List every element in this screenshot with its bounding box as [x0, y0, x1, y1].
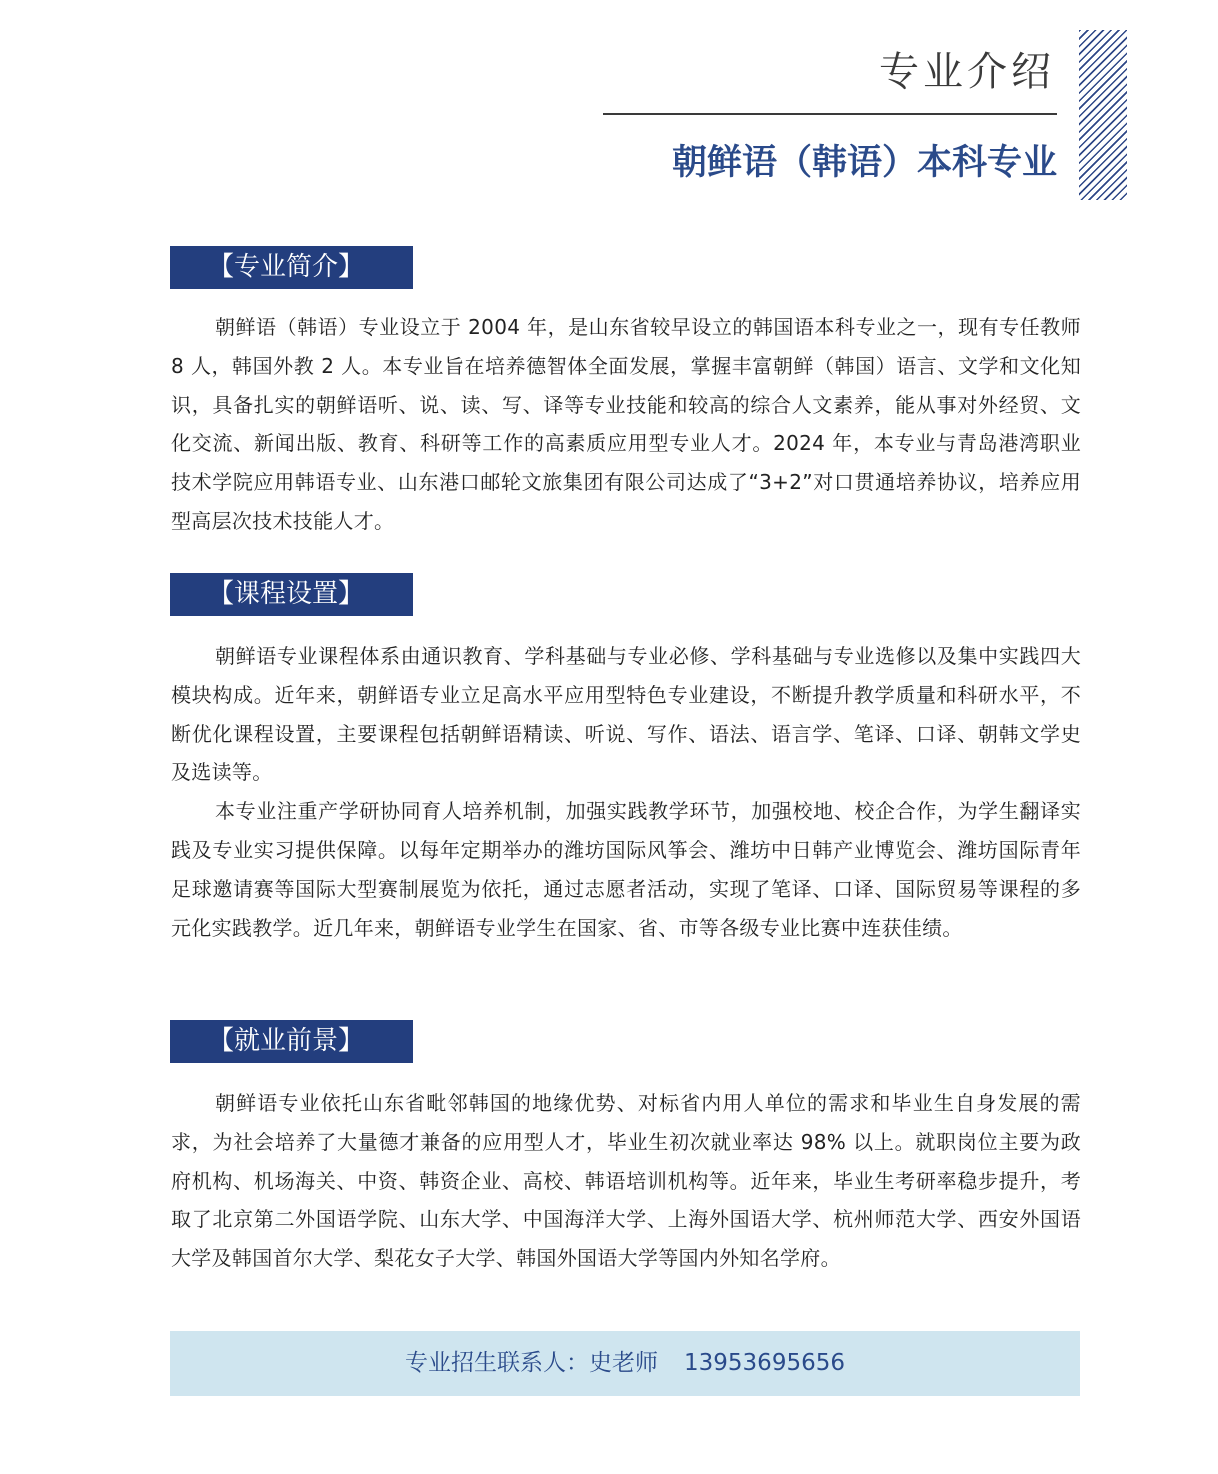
decorative-hatch-pattern — [1079, 30, 1127, 200]
paragraph: 本专业注重产学研协同育人培养机制，加强实践教学环节，加强校地、校企合作，为学生翻译实践及专业实习提供保障。以每年定期举办的潍坊国际风筝会、潍坊中日韩产业博览会、潍坊国际青年足球邀请赛等国际大型赛制展览为依托，通过志愿者活动，实现了笔译、口译、国际贸易等课程的多元化实践教学。近几年来，朝鲜语专业学生在国家、省、市等各级专业比赛中连获佳绩。 — [171, 799, 1081, 940]
section-body-employment — [171, 1084, 1081, 1278]
section-heading-curriculum: 【课程设置】 — [170, 573, 413, 616]
paragraph: 朝鲜语专业课程体系由通识教育、学科基础与专业必修、学科基础与专业选修以及集中实践四大模块构成。近年来，朝鲜语专业立足高水平应用型特色专业建设，不断提升教学质量和科研水平，不断优化课程设置，主要课程包括朝鲜语精读、听说、写作、语法、语言学、笔译、口译、朝韩文学史及选读等。 — [171, 644, 1081, 785]
page-subtitle: 朝鲜语（韩语）本科专业 — [671, 143, 1057, 183]
paragraph: 朝鲜语（韩语）专业设立于 2004 年，是山东省较早设立的韩国语本科专业之一，现有专任教师 8 人，韩国外教 2 人。本专业旨在培养德智体全面发展，掌握丰富朝鲜（韩国）语言、文学和文化知识，具备扎实的朝鲜语听、说、读、写、译等专业技能和较高的综合人文素养，能从事对外经贸、文化交流、新闻出版、教育、科研等工作的高素质应用型专业人才。2024 年，本专业与青岛港湾职业技术学院应用韩语专业、山东港口邮轮文旅集团有限公司达成了“3+2”对口贯通培养协议，培养应用型高层次技术技能人才。 — [171, 315, 1081, 533]
page-title: 专业介绍 — [879, 49, 1055, 95]
section-body-curriculum — [171, 637, 1081, 947]
title-divider — [603, 113, 1057, 115]
contact-bar — [170, 1331, 1080, 1396]
section-heading-employment: 【就业前景】 — [170, 1020, 413, 1063]
paragraph: 朝鲜语专业依托山东省毗邻韩国的地缘优势、对标省内用人单位的需求和毕业生自身发展的需求，为社会培养了大量德才兼备的应用型人才，毕业生初次就业率达 98% 以上。就职岗位主要为政府机构、机场海关、中资、韩资企业、高校、韩语培训机构等。近年来，毕业生考研率稳步提升，考取了北京第二外国语学院、山东大学、中国海洋大学、上海外国语大学、杭州师范大学、西安外国语大学及韩国首尔大学、梨花女子大学、韩国外国语大学等国内外知名学府。 — [171, 1091, 1081, 1271]
contact-label: 专业招生联系人：史老师 — [405, 1350, 659, 1376]
section-heading-intro: 【专业简介】 — [170, 246, 413, 289]
contact-phone: 13953695656 — [684, 1350, 845, 1376]
section-body-intro — [171, 308, 1081, 541]
